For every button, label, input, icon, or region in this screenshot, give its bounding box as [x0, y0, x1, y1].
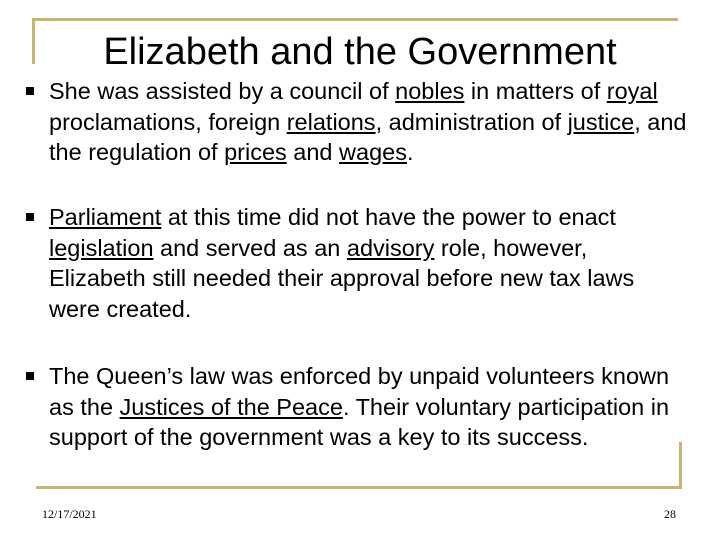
- underlined-term: royal: [606, 78, 658, 104]
- underlined-term: Parliament: [49, 204, 162, 230]
- bullet-text-segment: in matters of: [464, 78, 607, 104]
- bullet-text-segment: proclamations, foreign: [49, 108, 287, 135]
- bullet-square-icon: [26, 213, 34, 221]
- bullet-square-icon: [26, 372, 34, 380]
- bullet-text-segment: .: [406, 139, 414, 165]
- frame-bottom-line: [36, 486, 682, 489]
- bullet-text-segment: The Queen’s law was enforced by unpaid volunteers known as the: [49, 363, 670, 420]
- bullet-text: [49, 202, 689, 324]
- underlined-term: Justices of the Peace: [119, 393, 343, 420]
- bullet-text-segment: at this time did not have the power to enact: [161, 204, 616, 230]
- underlined-term: prices: [224, 139, 287, 165]
- underlined-term: justice: [567, 108, 635, 135]
- bullet-text: [49, 76, 689, 168]
- underlined-term: wages: [339, 139, 407, 165]
- bullet-text: [49, 361, 689, 453]
- frame-top-line: [32, 18, 678, 21]
- footer-date: 12/17/2021: [42, 507, 97, 521]
- bullet-text-segment: , and the regulation of: [49, 108, 687, 165]
- underlined-term: nobles: [395, 78, 465, 104]
- page-number: 28: [664, 507, 676, 521]
- bullet-text-segment: She was assisted by a council of: [49, 78, 396, 104]
- slide-title: Elizabeth and the Government: [103, 31, 617, 73]
- bullet-text-segment: . Their voluntary participation in support of the government was a key to its success.: [49, 393, 670, 450]
- underlined-term: relations: [286, 108, 376, 135]
- underlined-term: advisory: [346, 234, 435, 261]
- bullet-text-segment: and served as an: [153, 234, 347, 261]
- bullet-text-segment: and: [286, 139, 340, 165]
- underlined-term: legislation: [49, 234, 154, 261]
- bullet-text-segment: , administration of: [375, 108, 568, 135]
- bullet-text-segment: role, however, Elizabeth still needed their approval before new tax laws were created.: [49, 234, 635, 322]
- frame-left-line: [32, 18, 35, 64]
- bullet-square-icon: [26, 87, 34, 95]
